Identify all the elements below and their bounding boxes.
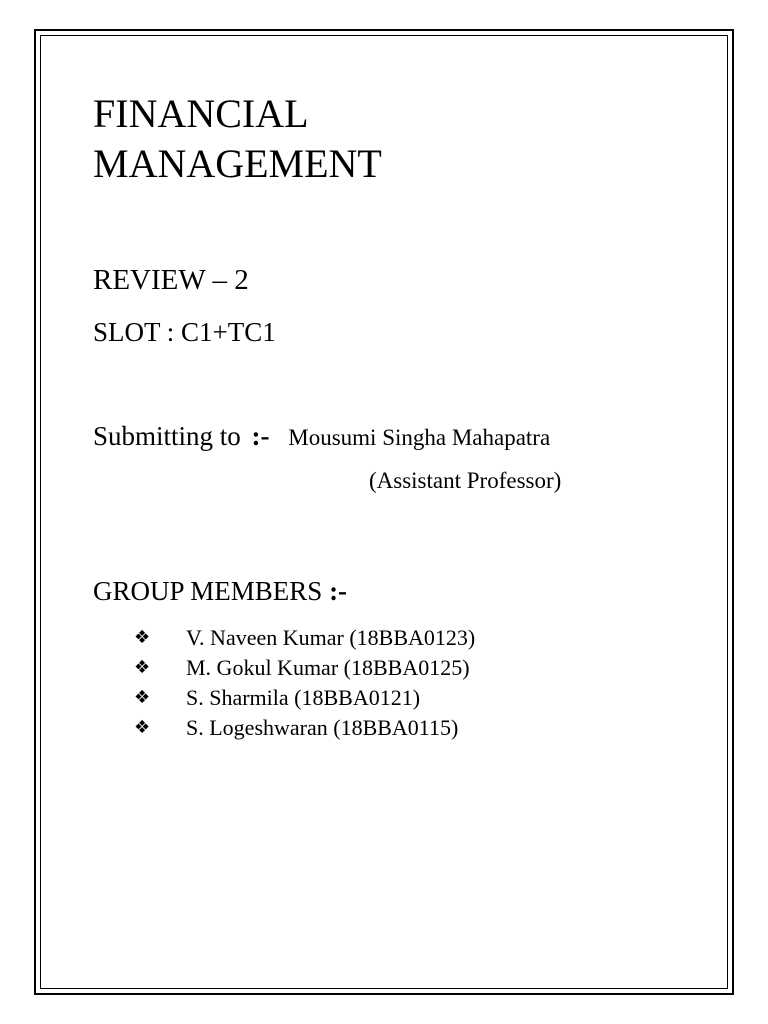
diamond-bullet-icon: ❖	[134, 627, 151, 648]
title-line-1: FINANCIAL	[93, 91, 309, 136]
diamond-bullet-icon: ❖	[134, 657, 151, 678]
slot-label: SLOT : C1+TC1	[93, 317, 276, 347]
diamond-bullet-icon: ❖	[134, 717, 151, 738]
list-item	[134, 683, 475, 713]
member-name: S. Logeshwaran (18BBA0115)	[186, 715, 459, 740]
document-title	[93, 89, 382, 189]
group-members-label: GROUP MEMBERS	[93, 576, 323, 606]
list-item	[134, 653, 475, 683]
review-label: REVIEW – 2	[93, 264, 249, 296]
submitting-to-separator: :-	[251, 421, 270, 451]
submitting-to-name: Mousumi Singha Mahapatra	[288, 425, 551, 450]
group-members-list	[134, 623, 475, 743]
submitting-to-row	[93, 418, 550, 456]
list-item	[134, 623, 475, 653]
member-name: S. Sharmila (18BBA0121)	[186, 685, 421, 710]
title-line-2: MANAGEMENT	[93, 141, 382, 186]
list-item	[134, 713, 475, 743]
member-name: M. Gokul Kumar (18BBA0125)	[186, 655, 470, 680]
group-members-separator: :-	[329, 576, 348, 606]
member-name: V. Naveen Kumar (18BBA0123)	[186, 625, 476, 650]
submitting-to-role: (Assistant Professor)	[369, 468, 562, 493]
submitting-to-label: Submitting to	[93, 421, 241, 451]
diamond-bullet-icon: ❖	[134, 687, 151, 708]
group-members-heading	[93, 573, 347, 609]
